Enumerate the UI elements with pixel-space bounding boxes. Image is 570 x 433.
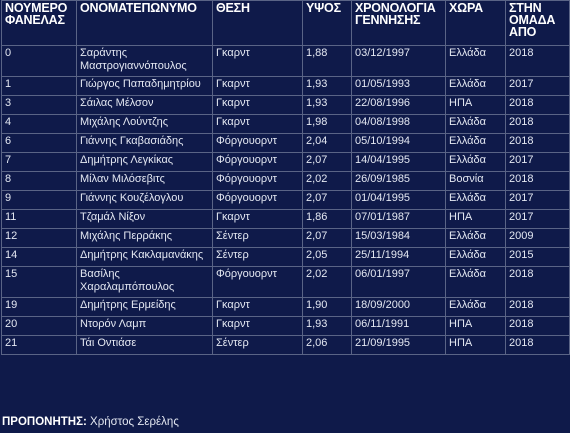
cell-height: 1,93 [303,77,352,96]
cell-since-year: 2017 [506,191,570,210]
cell-position: Γκαρντ [213,46,303,77]
cell-jersey-number: 1 [2,77,77,96]
cell-height: 2,06 [303,336,352,355]
cell-country: Ελλάδα [446,153,506,172]
cell-player-name: Τζαμάλ Νίξον [77,210,213,229]
cell-height: 2,02 [303,172,352,191]
cell-height: 1,86 [303,210,352,229]
cell-player-name: Δημήτρης Ερμείδης [77,298,213,317]
cell-country: Ελλάδα [446,191,506,210]
cell-birth-date: 05/10/1994 [352,134,446,153]
cell-position: Σέντερ [213,336,303,355]
cell-since-year: 2018 [506,317,570,336]
cell-height: 1,88 [303,46,352,77]
cell-jersey-number: 0 [2,46,77,77]
cell-birth-date: 01/04/1995 [352,191,446,210]
cell-position: Σέντερ [213,248,303,267]
cell-position: Γκαρντ [213,96,303,115]
cell-jersey-number: 21 [2,336,77,355]
cell-since-year: 2017 [506,210,570,229]
cell-since-year: 2017 [506,153,570,172]
cell-jersey-number: 3 [2,96,77,115]
table-row [2,248,570,267]
cell-birth-date: 22/08/1996 [352,96,446,115]
cell-since-year: 2018 [506,96,570,115]
col-header-since: ΣΤΗΝ ΟΜΑΔΑ ΑΠΟ [506,1,570,46]
table-row [2,134,570,153]
cell-jersey-number: 12 [2,229,77,248]
cell-jersey-number: 11 [2,210,77,229]
cell-since-year: 2017 [506,77,570,96]
roster-table [1,0,570,355]
table-row [2,317,570,336]
table-row [2,153,570,172]
cell-country: ΗΠΑ [446,336,506,355]
cell-since-year: 2018 [506,46,570,77]
cell-since-year: 2018 [506,115,570,134]
cell-country: Ελλάδα [446,248,506,267]
cell-position: Φόργουορντ [213,172,303,191]
cell-birth-date: 26/09/1985 [352,172,446,191]
cell-player-name: Τάι Οντιάσε [77,336,213,355]
cell-player-name: Δημήτρης Λεγκίκας [77,153,213,172]
table-row [2,115,570,134]
cell-height: 2,02 [303,267,352,298]
cell-birth-date: 07/01/1987 [352,210,446,229]
cell-since-year: 2009 [506,229,570,248]
coach-name: Χρήστος Σερέλης [90,416,179,428]
table-row [2,191,570,210]
cell-height: 2,07 [303,191,352,210]
cell-position: Φόργουορντ [213,191,303,210]
cell-position: Φόργουορντ [213,267,303,298]
cell-country: Ελλάδα [446,229,506,248]
cell-height: 2,07 [303,153,352,172]
table-row [2,172,570,191]
cell-jersey-number: 9 [2,191,77,210]
cell-player-name: Μιχάλης Λούντζης [77,115,213,134]
table-row [2,46,570,77]
col-header-position: ΘΕΣΗ [213,1,303,46]
cell-position: Φόργουορντ [213,153,303,172]
cell-country: Ελλάδα [446,46,506,77]
cell-birth-date: 03/12/1997 [352,46,446,77]
cell-player-name: Μιχάλης Περράκης [77,229,213,248]
coach-line [2,416,179,428]
cell-country: ΗΠΑ [446,317,506,336]
col-header-country: ΧΩΡΑ [446,1,506,46]
cell-height: 1,93 [303,317,352,336]
cell-country: Ελλάδα [446,134,506,153]
cell-position: Σέντερ [213,229,303,248]
cell-jersey-number: 6 [2,134,77,153]
cell-jersey-number: 8 [2,172,77,191]
cell-birth-date: 06/11/1991 [352,317,446,336]
cell-birth-date: 14/04/1995 [352,153,446,172]
cell-birth-date: 25/11/1994 [352,248,446,267]
cell-player-name: Σαράντης Μαστρογιαννόπουλος [77,46,213,77]
cell-height: 1,90 [303,298,352,317]
cell-height: 2,07 [303,229,352,248]
cell-since-year: 2015 [506,248,570,267]
table-row [2,96,570,115]
cell-since-year: 2018 [506,267,570,298]
cell-birth-date: 06/01/1997 [352,267,446,298]
cell-country: Ελλάδα [446,115,506,134]
cell-jersey-number: 14 [2,248,77,267]
cell-country: Ελλάδα [446,267,506,298]
coach-label: ΠΡΟΠΟΝΗΤΗΣ: [2,416,87,428]
cell-since-year: 2018 [506,134,570,153]
table-row [2,298,570,317]
cell-birth-date: 15/03/1984 [352,229,446,248]
cell-jersey-number: 4 [2,115,77,134]
cell-position: Γκαρντ [213,317,303,336]
cell-country: ΗΠΑ [446,210,506,229]
col-header-height: ΥΨΟΣ [303,1,352,46]
header-row [2,1,570,46]
table-row [2,336,570,355]
cell-since-year: 2018 [506,298,570,317]
cell-player-name: Δημήτρης Κακλαμανάκης [77,248,213,267]
cell-since-year: 2018 [506,172,570,191]
cell-jersey-number: 20 [2,317,77,336]
cell-birth-date: 18/09/2000 [352,298,446,317]
cell-height: 2,04 [303,134,352,153]
cell-position: Γκαρντ [213,298,303,317]
cell-height: 1,98 [303,115,352,134]
cell-jersey-number: 7 [2,153,77,172]
cell-height: 2,05 [303,248,352,267]
cell-player-name: Ντορόν Λαμπ [77,317,213,336]
cell-player-name: Μίλαν Μιλόσεβιτς [77,172,213,191]
cell-position: Γκαρντ [213,77,303,96]
cell-since-year: 2018 [506,336,570,355]
table-row [2,267,570,298]
cell-height: 1,93 [303,96,352,115]
cell-country: Ελλάδα [446,77,506,96]
table-row [2,210,570,229]
table-row [2,229,570,248]
cell-position: Γκαρντ [213,210,303,229]
cell-country: ΗΠΑ [446,96,506,115]
cell-birth-date: 04/08/1998 [352,115,446,134]
cell-player-name: Βασίλης Χαραλαμπόπουλος [77,267,213,298]
cell-player-name: Σάιλας Μέλσον [77,96,213,115]
cell-jersey-number: 15 [2,267,77,298]
cell-position: Φόργουορντ [213,134,303,153]
cell-jersey-number: 19 [2,298,77,317]
cell-birth-date: 21/09/1995 [352,336,446,355]
cell-country: Ελλάδα [446,298,506,317]
table-row [2,77,570,96]
cell-player-name: Γιάννης Γκαβασιάδης [77,134,213,153]
col-header-full-name: ΟΝΟΜΑΤΕΠΩΝΥΜΟ [77,1,213,46]
cell-position: Γκαρντ [213,115,303,134]
roster-body [2,46,570,355]
cell-birth-date: 01/05/1993 [352,77,446,96]
cell-player-name: Γιάννης Κουζέλογλου [77,191,213,210]
cell-country: Βοσνία [446,172,506,191]
col-header-birth-date: ΧΡΟΝΟΛΟΓΙΑ ΓΕΝΝΗΣΗΣ [352,1,446,46]
cell-player-name: Γιώργος Παπαδημητρίου [77,77,213,96]
col-header-jersey-number: ΝΟΥΜΕΡΟ ΦΑΝΕΛΑΣ [2,1,77,46]
